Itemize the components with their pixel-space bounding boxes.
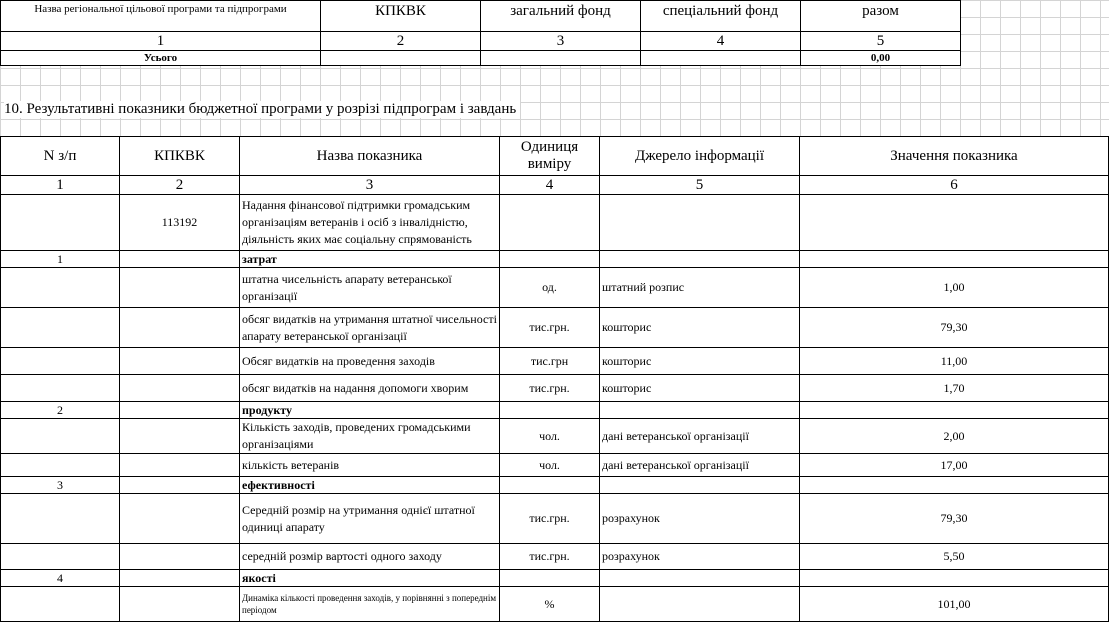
header-cell: Назва показника xyxy=(240,137,500,176)
header-cell: КПКВК xyxy=(120,137,240,176)
indicator-num-cell xyxy=(1,348,120,375)
group-kpkvk-cell xyxy=(120,251,240,268)
header-cell: Одиниця виміру xyxy=(500,137,600,176)
indicator-unit: чол. xyxy=(500,454,600,477)
header-cell: Джерело інформації xyxy=(600,137,800,176)
group-number: 3 xyxy=(1,477,120,494)
group-number: 4 xyxy=(1,570,120,587)
program-row xyxy=(1,195,1109,251)
indicator-kpkvk-cell xyxy=(120,544,240,570)
program-unit-cell xyxy=(500,195,600,251)
group-source-cell xyxy=(600,251,800,268)
indicator-name: Кількість заходів, проведених громадськими організаціями xyxy=(240,419,500,454)
program-name: Надання фінансової підтримки громадським організаціям ветеранів і осіб з інвалідністю, діяльність яких має соціальну спрямованість xyxy=(240,195,500,251)
indicator-row xyxy=(1,419,1109,454)
indicator-kpkvk-cell xyxy=(120,268,240,308)
group-header-row xyxy=(1,251,1109,268)
indicator-num-cell xyxy=(1,419,120,454)
indicator-name: обсяг видатків на надання допомоги хворим xyxy=(240,375,500,402)
indicator-source: дані ветеранської організації xyxy=(600,419,800,454)
indicator-unit: тис.грн. xyxy=(500,494,600,544)
indicator-row xyxy=(1,544,1109,570)
indicator-name: обсяг видатків на утримання штатної чисельності апарату ветеранської організації xyxy=(240,308,500,348)
group-header-row xyxy=(1,570,1109,587)
indicator-source: розрахунок xyxy=(600,544,800,570)
indicator-kpkvk-cell xyxy=(120,308,240,348)
indicator-source xyxy=(600,587,800,622)
indicator-row xyxy=(1,375,1109,402)
program-num-cell xyxy=(1,195,120,251)
header-cell: спеціальний фонд xyxy=(641,1,801,32)
group-title: затрат xyxy=(240,251,500,268)
group-unit-cell xyxy=(500,402,600,419)
indicator-num-cell xyxy=(1,375,120,402)
indicator-kpkvk-cell xyxy=(120,419,240,454)
performance-indicators-table xyxy=(0,136,1109,622)
column-number: 6 xyxy=(800,176,1109,195)
indicator-unit: од. xyxy=(500,268,600,308)
indicator-value: 2,00 xyxy=(800,419,1109,454)
column-number: 3 xyxy=(481,32,641,51)
indicator-row xyxy=(1,348,1109,375)
indicator-value: 1,70 xyxy=(800,375,1109,402)
group-title: продукту xyxy=(240,402,500,419)
indicator-num-cell xyxy=(1,454,120,477)
group-value-cell xyxy=(800,402,1109,419)
indicator-source: штатний розпис xyxy=(600,268,800,308)
indicator-name: Обсяг видатків на проведення заходів xyxy=(240,348,500,375)
indicator-kpkvk-cell xyxy=(120,454,240,477)
group-kpkvk-cell xyxy=(120,570,240,587)
section-title: 10. Результативні показники бюджетної програми у розрізі підпрограм і завдань xyxy=(4,101,520,118)
header-cell: разом xyxy=(801,1,961,32)
group-header-row xyxy=(1,477,1109,494)
column-numbers-row xyxy=(1,32,961,51)
indicator-value: 1,00 xyxy=(800,268,1109,308)
group-unit-cell xyxy=(500,477,600,494)
indicator-row xyxy=(1,494,1109,544)
program-source-cell xyxy=(600,195,800,251)
indicator-name: штатна чисельність апарату ветеранської організації xyxy=(240,268,500,308)
indicator-row xyxy=(1,587,1109,622)
column-number: 3 xyxy=(240,176,500,195)
header-row xyxy=(1,137,1109,176)
indicator-source: кошторис xyxy=(600,308,800,348)
header-cell: N з/п xyxy=(1,137,120,176)
indicator-unit: % xyxy=(500,587,600,622)
column-numbers-row xyxy=(1,176,1109,195)
header-cell: Значення показника xyxy=(800,137,1109,176)
indicator-name: Середній розмір на утримання однієї штатної одиниці апарату xyxy=(240,494,500,544)
indicator-source: кошторис xyxy=(600,348,800,375)
indicator-source: кошторис xyxy=(600,375,800,402)
column-number: 2 xyxy=(321,32,481,51)
total-cell xyxy=(321,51,481,66)
regional-programs-table xyxy=(0,0,961,66)
group-value-cell xyxy=(800,251,1109,268)
column-number: 2 xyxy=(120,176,240,195)
indicator-num-cell xyxy=(1,268,120,308)
indicator-unit: чол. xyxy=(500,419,600,454)
group-value-cell xyxy=(800,570,1109,587)
total-row xyxy=(1,51,961,66)
indicator-source: дані ветеранської організації xyxy=(600,454,800,477)
group-source-cell xyxy=(600,477,800,494)
indicator-num-cell xyxy=(1,544,120,570)
column-number: 1 xyxy=(1,32,321,51)
column-number: 4 xyxy=(641,32,801,51)
header-cell: загальний фонд xyxy=(481,1,641,32)
indicator-unit: тис.грн. xyxy=(500,375,600,402)
indicator-name: кількість ветеранів xyxy=(240,454,500,477)
group-kpkvk-cell xyxy=(120,402,240,419)
indicator-value: 5,50 xyxy=(800,544,1109,570)
group-kpkvk-cell xyxy=(120,477,240,494)
indicator-kpkvk-cell xyxy=(120,587,240,622)
indicator-row xyxy=(1,454,1109,477)
indicator-value: 101,00 xyxy=(800,587,1109,622)
indicator-unit: тис.грн. xyxy=(500,544,600,570)
indicator-unit: тис.грн. xyxy=(500,308,600,348)
indicator-kpkvk-cell xyxy=(120,375,240,402)
indicator-value: 79,30 xyxy=(800,494,1109,544)
column-number: 5 xyxy=(801,32,961,51)
indicators-body xyxy=(1,137,1109,622)
indicator-source: розрахунок xyxy=(600,494,800,544)
group-title: якості xyxy=(240,570,500,587)
indicator-value: 79,30 xyxy=(800,308,1109,348)
group-unit-cell xyxy=(500,251,600,268)
header-cell: Назва регіональної цільової програми та підпрограми xyxy=(1,1,321,32)
group-title: ефективності xyxy=(240,477,500,494)
indicator-num-cell xyxy=(1,587,120,622)
indicator-unit: тис.грн xyxy=(500,348,600,375)
indicator-value: 11,00 xyxy=(800,348,1109,375)
group-number: 2 xyxy=(1,402,120,419)
group-number: 1 xyxy=(1,251,120,268)
column-number: 1 xyxy=(1,176,120,195)
header-row xyxy=(1,1,961,32)
indicator-name: Динаміка кількості проведення заходів, у порівнянні з попереднім періодом xyxy=(240,587,500,622)
indicator-name: середній розмір вартості одного заходу xyxy=(240,544,500,570)
group-header-row xyxy=(1,402,1109,419)
program-kpkvk: 113192 xyxy=(120,195,240,251)
total-cell xyxy=(641,51,801,66)
total-cell xyxy=(481,51,641,66)
total-label: Усього xyxy=(1,51,321,66)
program-value-cell xyxy=(800,195,1109,251)
group-unit-cell xyxy=(500,570,600,587)
indicator-row xyxy=(1,268,1109,308)
indicator-value: 17,00 xyxy=(800,454,1109,477)
indicator-kpkvk-cell xyxy=(120,494,240,544)
indicator-num-cell xyxy=(1,308,120,348)
header-cell: КПКВК xyxy=(321,1,481,32)
indicator-row xyxy=(1,308,1109,348)
indicator-kpkvk-cell xyxy=(120,348,240,375)
column-number: 5 xyxy=(600,176,800,195)
group-source-cell xyxy=(600,570,800,587)
total-value: 0,00 xyxy=(801,51,961,66)
indicator-num-cell xyxy=(1,494,120,544)
group-source-cell xyxy=(600,402,800,419)
column-number: 4 xyxy=(500,176,600,195)
group-value-cell xyxy=(800,477,1109,494)
